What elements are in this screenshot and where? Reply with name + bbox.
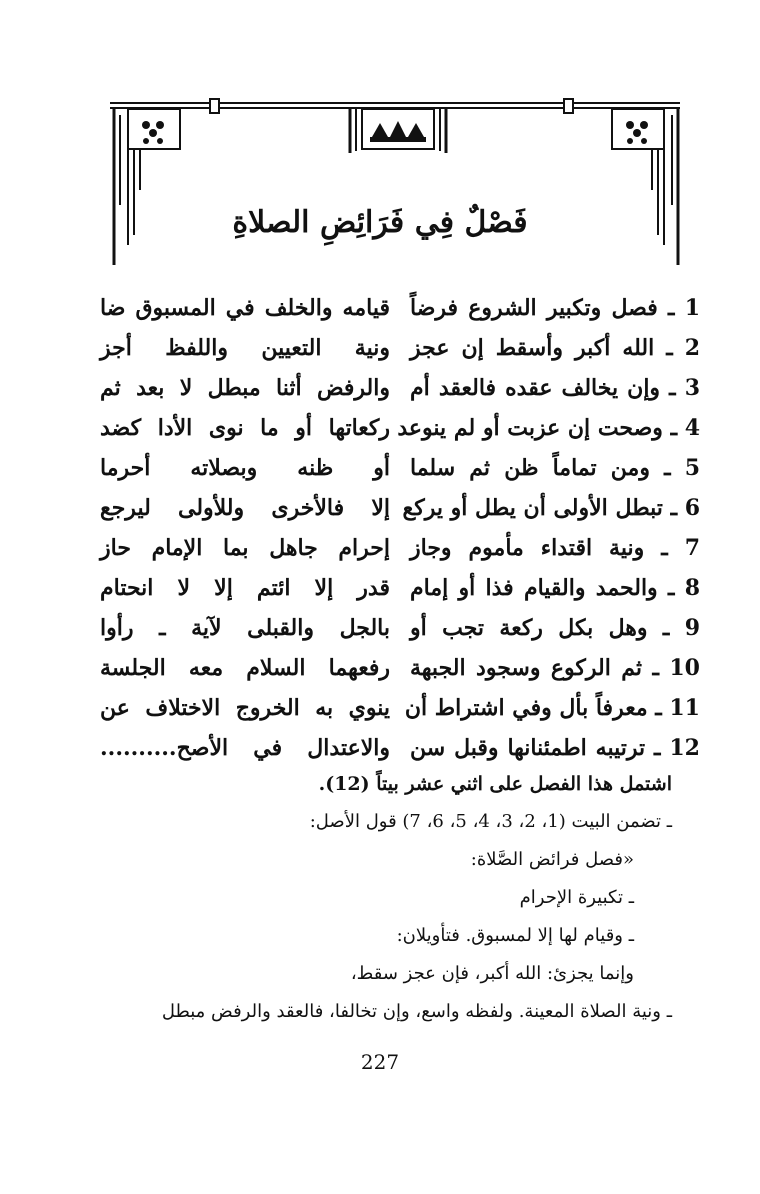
commentary	[100, 765, 672, 1031]
verse	[100, 488, 700, 528]
verse-first-hemistich: 10 ـ ثم الركوع وسجود الجبهة	[410, 655, 700, 681]
verse	[100, 368, 700, 408]
verse-second-hemistich: ركعاتها أو ما نوى الأدا كضد	[100, 415, 390, 441]
commentary-line: ـ ونية الصلاة المعينة. ولفظه واسع، وإن تخالفا، فالعقد والرفض مبطل	[161, 1001, 672, 1022]
verse	[100, 728, 700, 768]
verse-first-hemistich: 1 ـ فصل وتكبير الشروع فرضاً	[410, 295, 700, 321]
verse-first-hemistich: 4 ـ وصحت إن عزبت أو لم ينوعد	[397, 415, 700, 441]
verse	[100, 408, 700, 448]
verse-first-hemistich: 7 ـ ونية اقتداء مأموم وجاز	[410, 535, 700, 561]
verse-second-hemistich: إحرام جاهل بما الإمام حاز	[100, 535, 390, 561]
page-number: 227	[360, 1050, 400, 1074]
verse-second-hemistich: قدر إلا ائتم إلا لا انحتام	[100, 575, 390, 601]
verse-first-hemistich: 6 ـ تبطل الأولى أن يطل أو يركع	[402, 495, 700, 521]
commentary-line: «فصل فرائض الصَّلاة:	[470, 849, 634, 870]
verse	[100, 288, 700, 328]
verse-second-hemistich: رفعهما السلام معه الجلسة	[100, 655, 390, 681]
chapter-title: فَصْلٌ فِي فَرَائِضِ الصلاةِ	[232, 205, 528, 240]
verse-second-hemistich: والاعتدال في الأصح..........	[100, 735, 390, 761]
verse-first-hemistich: 3 ـ وإن يخالف عقده فالعقد أم	[410, 375, 700, 401]
verse-second-hemistich: بالجل والقبلى لآية ـ رأوا	[100, 615, 390, 641]
ornamental-header-frame	[100, 95, 690, 275]
verse-first-hemistich: 5 ـ ومن تماماً ظن ثم سلما	[410, 455, 700, 481]
verse-first-hemistich: 2 ـ الله أكبر وأسقط إن عجز	[410, 335, 700, 361]
verse	[100, 608, 700, 648]
verse	[100, 528, 700, 568]
verse-second-hemistich: ونية التعيين واللفظ أجز	[100, 335, 390, 361]
poem	[100, 288, 700, 768]
commentary-line: ـ تكبيرة الإحرام	[519, 887, 634, 908]
verse	[100, 648, 700, 688]
commentary-line: وإنما يجزئ: الله أكبر، فإن عجز سقط،	[350, 963, 634, 984]
verse	[100, 448, 700, 488]
commentary-line: ـ وقيام لها إلا لمسبوق. فتأويلان:	[396, 925, 634, 946]
verse-second-hemistich: إلا فالأخرى وللأولى ليرجع	[100, 495, 390, 521]
commentary-line: ـ تضمن البيت (1، 2، 3، 4، 5، 6، 7) قول الأصل:	[309, 811, 672, 832]
commentary-line: اشتمل هذا الفصل على اثني عشر بيتاً (12).	[318, 773, 672, 795]
verse-second-hemistich: قيامه والخلف في المسبوق ضا	[100, 295, 390, 321]
verse-first-hemistich: 11 ـ معرفاً بأل وفي اشتراط أن	[404, 695, 700, 721]
verse	[100, 328, 700, 368]
verse-first-hemistich: 9 ـ وهل بكل ركعة تجب أو	[410, 615, 700, 641]
verse	[100, 568, 700, 608]
verse-second-hemistich: أو ظنه وبصلاته أحرما	[100, 455, 390, 481]
verse-first-hemistich: 8 ـ والحمد والقيام فذا أو إمام	[410, 575, 700, 601]
verse-second-hemistich: والرفض أثنا مبطل لا بعد ثم	[100, 375, 390, 401]
verse-first-hemistich: 12 ـ ترتيبه اطمئنانها وقبل سن	[410, 735, 700, 761]
verse-second-hemistich: ينوي به الخروج الاختلاف عن	[100, 695, 390, 721]
verse	[100, 688, 700, 728]
